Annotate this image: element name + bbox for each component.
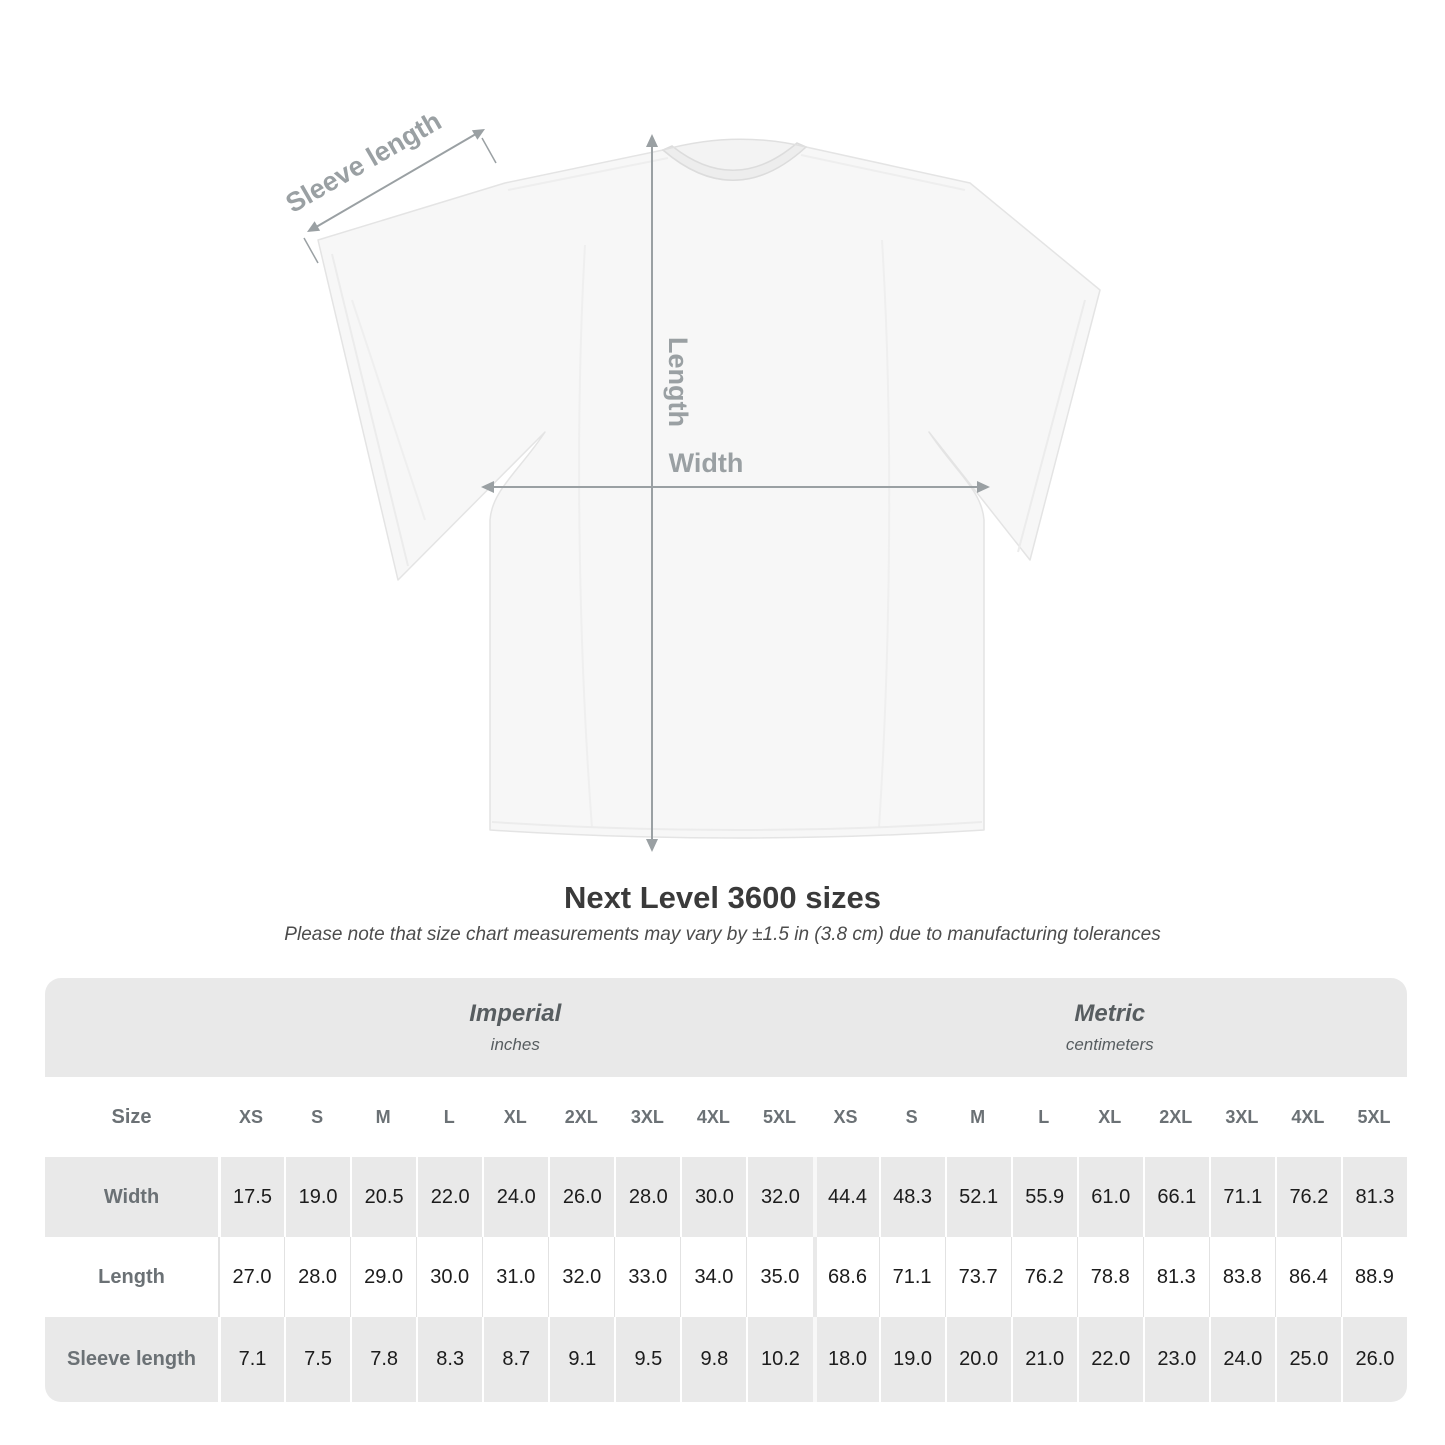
- size-col-header: M: [970, 1106, 986, 1127]
- length-label: Length: [663, 337, 693, 427]
- size-col-header: 2XL: [564, 1106, 598, 1127]
- size-col-header: 5XL: [1357, 1106, 1391, 1127]
- width-label: Width: [668, 448, 744, 478]
- value-cell: 17.5: [218, 1157, 284, 1237]
- value-cell: 81.3: [1143, 1237, 1209, 1317]
- value-cell: 48.3: [879, 1157, 945, 1237]
- value-cell: 76.2: [1275, 1157, 1341, 1237]
- value-cell: 55.9: [1011, 1157, 1077, 1237]
- value-cell: 71.1: [879, 1237, 945, 1317]
- size-col-header: S: [311, 1106, 324, 1127]
- value-cell: 28.0: [284, 1237, 350, 1317]
- value-cell: 8.3: [416, 1317, 482, 1402]
- unit-header-band: [45, 978, 1407, 1077]
- value-cell: 7.5: [284, 1317, 350, 1402]
- width-row: [45, 1157, 1407, 1237]
- value-cell: 71.1: [1209, 1157, 1275, 1237]
- value-cell: 8.7: [482, 1317, 548, 1402]
- size-table: [45, 978, 1407, 1402]
- value-cell: 25.0: [1275, 1317, 1341, 1402]
- value-cell: 81.3: [1341, 1157, 1407, 1237]
- value-cell: 78.8: [1077, 1237, 1143, 1317]
- row-label: Length: [98, 1265, 165, 1288]
- value-cell: 32.0: [548, 1237, 614, 1317]
- value-cell: 44.4: [813, 1157, 879, 1237]
- size-header-row: [45, 1077, 1407, 1157]
- value-cell: 30.0: [416, 1237, 482, 1317]
- length-row: [45, 1237, 1407, 1317]
- value-cell: 7.8: [350, 1317, 416, 1402]
- size-col-header: S: [905, 1106, 918, 1127]
- size-col-header: 2XL: [1159, 1106, 1193, 1127]
- size-col-header: 3XL: [1225, 1106, 1259, 1127]
- size-col-header: L: [1038, 1106, 1050, 1127]
- value-cell: 9.5: [614, 1317, 680, 1402]
- value-cell: 10.2: [746, 1317, 812, 1402]
- row-label: Width: [103, 1185, 160, 1208]
- metric-header: [813, 978, 1408, 1077]
- size-header-label: Size: [111, 1105, 152, 1128]
- value-cell: 88.9: [1341, 1237, 1407, 1317]
- value-cell: 20.5: [350, 1157, 416, 1237]
- value-cell: 27.0: [218, 1237, 284, 1317]
- tolerance-note: Please note that size chart measurements may vary by ±1.5 in (3.8 cm) due to manufacturing tolerances: [284, 924, 1161, 945]
- size-col-header: 5XL: [762, 1106, 796, 1127]
- length-arrowhead-bottom: [646, 839, 658, 852]
- value-cell: 68.6: [813, 1237, 879, 1317]
- value-cell: 30.0: [680, 1157, 746, 1237]
- value-cell: 34.0: [680, 1237, 746, 1317]
- metric-title: Metric: [1074, 1000, 1146, 1027]
- value-cell: 33.0: [614, 1237, 680, 1317]
- length-arrowhead-top: [646, 134, 658, 147]
- value-cell: 20.0: [945, 1317, 1011, 1402]
- imperial-unit: inches: [490, 1035, 540, 1054]
- value-cell: 29.0: [350, 1237, 416, 1317]
- size-col-header: 4XL: [696, 1106, 730, 1127]
- value-cell: 61.0: [1077, 1157, 1143, 1237]
- size-col-header: 3XL: [630, 1106, 664, 1127]
- value-cell: 28.0: [614, 1157, 680, 1237]
- size-col-header: XS: [239, 1106, 264, 1127]
- size-col-header: L: [443, 1106, 455, 1127]
- value-cell: 22.0: [416, 1157, 482, 1237]
- value-cell: 9.8: [680, 1317, 746, 1402]
- value-cell: 18.0: [813, 1317, 879, 1402]
- value-cell: 26.0: [548, 1157, 614, 1237]
- sleeve-witness-tick-bottom: [304, 238, 318, 263]
- value-cell: 24.0: [482, 1157, 548, 1237]
- sleeve-witness-tick-top: [482, 138, 496, 163]
- value-cell: 7.1: [218, 1317, 284, 1402]
- value-cell: 86.4: [1275, 1237, 1341, 1317]
- value-cell: 31.0: [482, 1237, 548, 1317]
- value-cell: 32.0: [746, 1157, 812, 1237]
- value-cell: 9.1: [548, 1317, 614, 1402]
- value-cell: 26.0: [1341, 1317, 1407, 1402]
- size-col-header: M: [375, 1106, 391, 1127]
- imperial-title: Imperial: [469, 1000, 562, 1027]
- value-cell: 19.0: [879, 1317, 945, 1402]
- size-col-header: XL: [503, 1106, 527, 1127]
- value-cell: 22.0: [1077, 1317, 1143, 1402]
- value-cell: 35.0: [746, 1237, 812, 1317]
- value-cell: 19.0: [284, 1157, 350, 1237]
- value-cell: 76.2: [1011, 1237, 1077, 1317]
- value-cell: 66.1: [1143, 1157, 1209, 1237]
- value-cell: 21.0: [1011, 1317, 1077, 1402]
- page-title: Next Level 3600 sizes: [563, 880, 882, 915]
- value-cell: 52.1: [945, 1157, 1011, 1237]
- tshirt-body: [318, 147, 1100, 838]
- sleeve-length-row: [45, 1317, 1407, 1402]
- size-col-header: 4XL: [1291, 1106, 1325, 1127]
- value-cell: 83.8: [1209, 1237, 1275, 1317]
- row-label: Sleeve length: [67, 1348, 196, 1370]
- imperial-header: [218, 978, 813, 1077]
- value-cell: 24.0: [1209, 1317, 1275, 1402]
- metric-unit: centimeters: [1065, 1035, 1154, 1054]
- value-cell: 73.7: [945, 1237, 1011, 1317]
- size-col-header: XS: [833, 1106, 858, 1127]
- sleeve-length-label: Sleeve length: [280, 105, 447, 219]
- value-cell: 23.0: [1143, 1317, 1209, 1402]
- size-col-header: XL: [1098, 1106, 1122, 1127]
